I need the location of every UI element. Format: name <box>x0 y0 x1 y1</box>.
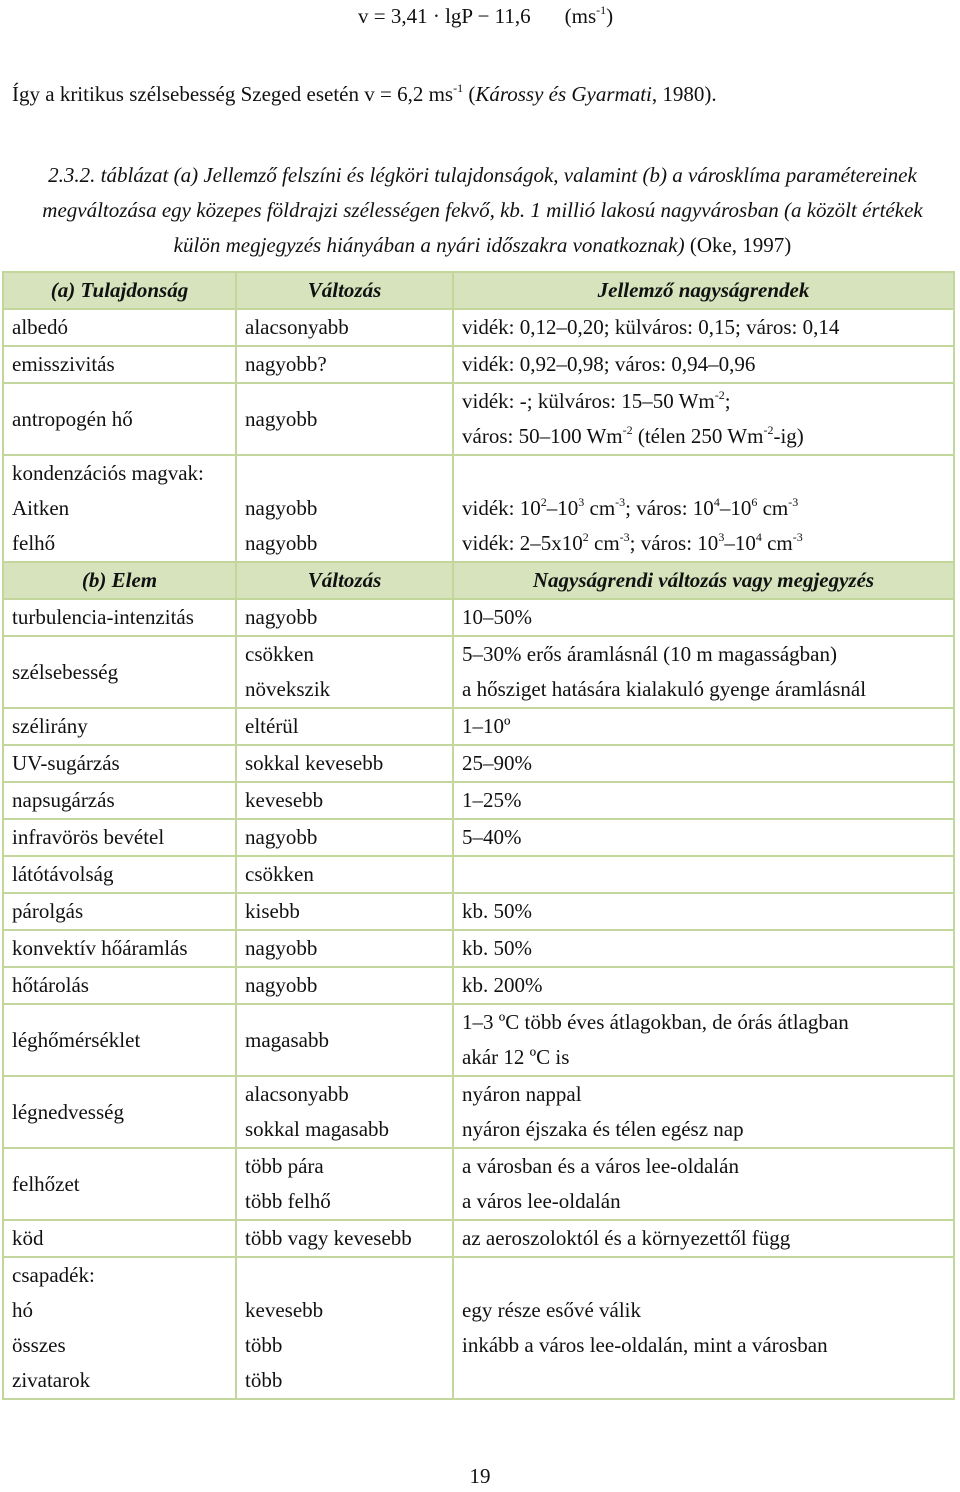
cell-line <box>245 456 452 491</box>
cell-line: több felhő <box>245 1189 331 1213</box>
table-row <box>3 1257 954 1399</box>
table-cell: nagyobb <box>236 967 453 1004</box>
table-row <box>3 309 954 346</box>
table-cell: UV-sugárzás <box>3 745 236 782</box>
cell-line: 1–3 ºC több éves átlagokban, de órás átlagban <box>462 1010 849 1034</box>
table-row <box>3 346 954 383</box>
table-row <box>3 930 954 967</box>
table-cell: antropogén hő <box>3 383 236 455</box>
cell-line: nagyobb <box>245 531 318 555</box>
table-cell <box>453 455 954 562</box>
table-cell: látótávolság <box>3 856 236 893</box>
table-row <box>3 383 954 455</box>
cell-line: egy része esővé válik <box>462 1298 642 1322</box>
cell-line: több <box>245 1333 283 1357</box>
cell-line: nyáron nappal <box>462 1082 582 1106</box>
cell-line: hó <box>12 1298 33 1322</box>
table-row <box>3 819 954 856</box>
table-cell <box>236 1257 453 1399</box>
table-cell: kisebb <box>236 893 453 930</box>
cell-line: összes <box>12 1333 66 1357</box>
table-row <box>3 967 954 1004</box>
cell-line: akár 12 ºC is <box>462 1045 570 1069</box>
table-row <box>3 1220 954 1257</box>
cell-line: alacsonyabb <box>245 1082 349 1106</box>
table-cell: párolgás <box>3 893 236 930</box>
table-cell <box>453 383 954 455</box>
table-cell: léghőmérséklet <box>3 1004 236 1076</box>
table-cell: az aeroszoloktól és a környezettől függ <box>453 1220 954 1257</box>
table-cell: vidék: 0,92–0,98; város: 0,94–0,96 <box>453 346 954 383</box>
table-cell <box>453 856 954 893</box>
cell-line: vidék: -; külváros: 15–50 $Wm^{-2}$; <box>462 388 731 413</box>
header-cell: Nagyságrendi változás vagy megjegyzés <box>453 562 954 599</box>
cell-line: 5–30% erős áramlásnál (10 m magasságban) <box>462 642 837 666</box>
table-cell: nagyobb <box>236 930 453 967</box>
table-cell: emisszivitás <box>3 346 236 383</box>
cell-line: zivatarok <box>12 1368 91 1392</box>
cell-line: csökken <box>245 642 314 666</box>
cell-line: felhő <box>12 531 56 555</box>
cell-line: nyáron éjszaka és télen egész nap <box>462 1117 744 1141</box>
table-header-a <box>3 272 954 309</box>
table-cell <box>236 1076 453 1148</box>
table-cell: 25–90% <box>453 745 954 782</box>
table-cell: 1–25% <box>453 782 954 819</box>
table-cell <box>236 636 453 708</box>
table-cell <box>453 1257 954 1399</box>
cell-line: kevesebb <box>245 1298 324 1322</box>
table-cell: szélsebesség <box>3 636 236 708</box>
table-cell: eltérül <box>236 708 453 745</box>
cell-line <box>245 1258 452 1293</box>
cell-line: a városban és a város lee-oldalán <box>462 1154 739 1178</box>
table-cell: több vagy kevesebb <box>236 1220 453 1257</box>
table-cell <box>453 1076 954 1148</box>
table-cell: albedó <box>3 309 236 346</box>
header-cell: (b) Elem <box>3 562 236 599</box>
table-cell: kb. 200% <box>453 967 954 1004</box>
table-cell: 10–50% <box>453 599 954 636</box>
cell-line: nagyobb <box>245 496 318 520</box>
cell-line: vidék: $10^2-10^3$ $cm^{-3}$; város: $10^4-10^6$ $cm^{-3}$ <box>462 495 799 520</box>
table-row <box>3 599 954 636</box>
header-cell: (a) Tulajdonság <box>3 272 236 309</box>
cell-line: növekszik <box>245 677 331 701</box>
cell-line: több pára <box>245 1154 324 1178</box>
table-cell: nagyobb? <box>236 346 453 383</box>
table-cell <box>236 1148 453 1220</box>
table-cell: nagyobb <box>236 599 453 636</box>
table-cell: infravörös bevétel <box>3 819 236 856</box>
cell-line <box>462 1363 953 1398</box>
table-cell: alacsonyabb <box>236 309 453 346</box>
table-row <box>3 856 954 893</box>
table-cell <box>236 455 453 562</box>
header-cell: Változás <box>236 272 453 309</box>
table-cell: magasabb <box>236 1004 453 1076</box>
table-cell: légnedvesség <box>3 1076 236 1148</box>
table-row <box>3 893 954 930</box>
table-row <box>3 1148 954 1220</box>
page-number: 19 <box>469 1464 491 1488</box>
formula: v = 3,41 · lgP − 11,6 $(ms^{-1})$ <box>358 3 614 28</box>
table-row <box>3 708 954 745</box>
table-cell: vidék: 0,12–0,20; külváros: 0,15; város: 0,14 <box>453 309 954 346</box>
table-cell <box>453 636 954 708</box>
table-cell: nagyobb <box>236 819 453 856</box>
header-cell: Változás <box>236 562 453 599</box>
table-row <box>3 455 954 562</box>
table-cell: kevesebb <box>236 782 453 819</box>
table-cell: nagyobb <box>236 383 453 455</box>
table-cell: felhőzet <box>3 1148 236 1220</box>
table-cell <box>453 1148 954 1220</box>
table-cell: köd <box>3 1220 236 1257</box>
cell-line: a város lee-oldalán <box>462 1189 621 1213</box>
table-cell: hőtárolás <box>3 967 236 1004</box>
table-cell: szélirány <box>3 708 236 745</box>
table-cell: sokkal kevesebb <box>236 745 453 782</box>
cell-line: sokkal magasabb <box>245 1117 390 1141</box>
cell-line: Aitken <box>12 496 70 520</box>
table-caption: 2.3.2. táblázat (a) Jellemző felszíni és légköri tulajdonságok, valamint (b) a városklíma paramétereinek megváltozása egy közepes földrajzi szélességen fekvő, kb. 1 millió lakosú nagyvárosban (a közölt értékek külön megjegyzés hiányában a nyári időszakra vonatkoznak) (Oke, 1997) <box>42 163 923 257</box>
cell-line <box>462 1258 953 1293</box>
cell-line: inkább a város lee-oldalán, mint a városban <box>462 1333 828 1357</box>
cell-line: csapadék: <box>12 1263 95 1287</box>
critical-wind-speed-sentence: Így a kritikus szélsebesség Szeged esetén v = 6,2 $ms^{-1}$ (Károssy és Gyarmati, 1980). <box>12 81 717 106</box>
table-cell: napsugárzás <box>3 782 236 819</box>
urban-climate-table <box>2 271 955 1400</box>
table-row <box>3 1004 954 1076</box>
header-cell: Jellemző nagyságrendek <box>453 272 954 309</box>
cell-line: több <box>245 1368 283 1392</box>
table-cell: kb. 50% <box>453 893 954 930</box>
table-cell: turbulencia-intenzitás <box>3 599 236 636</box>
table-cell <box>3 1257 236 1399</box>
cell-line: vidék: $2-5x10^2$ $cm^{-3}$; város: $10^3-10^4$ $cm^{-3}$ <box>462 530 803 555</box>
cell-line: város: 50–100 $Wm^{-2}$ (télen 250 $Wm^{-2}-ig$) <box>462 423 804 448</box>
cell-line: a hősziget hatására kialakuló gyenge áramlásnál <box>462 677 867 701</box>
cell-line: kondenzációs magvak: <box>12 461 204 485</box>
table-row <box>3 1076 954 1148</box>
table-row <box>3 745 954 782</box>
table-header-b <box>3 562 954 599</box>
table-cell: kb. 50% <box>453 930 954 967</box>
table-cell <box>3 455 236 562</box>
table-row <box>3 782 954 819</box>
table-cell <box>453 1004 954 1076</box>
table-cell: 1–10º <box>453 708 954 745</box>
cell-line <box>462 456 953 491</box>
table-cell: 5–40% <box>453 819 954 856</box>
table-row <box>3 636 954 708</box>
table-cell: konvektív hőáramlás <box>3 930 236 967</box>
table-cell: csökken <box>236 856 453 893</box>
